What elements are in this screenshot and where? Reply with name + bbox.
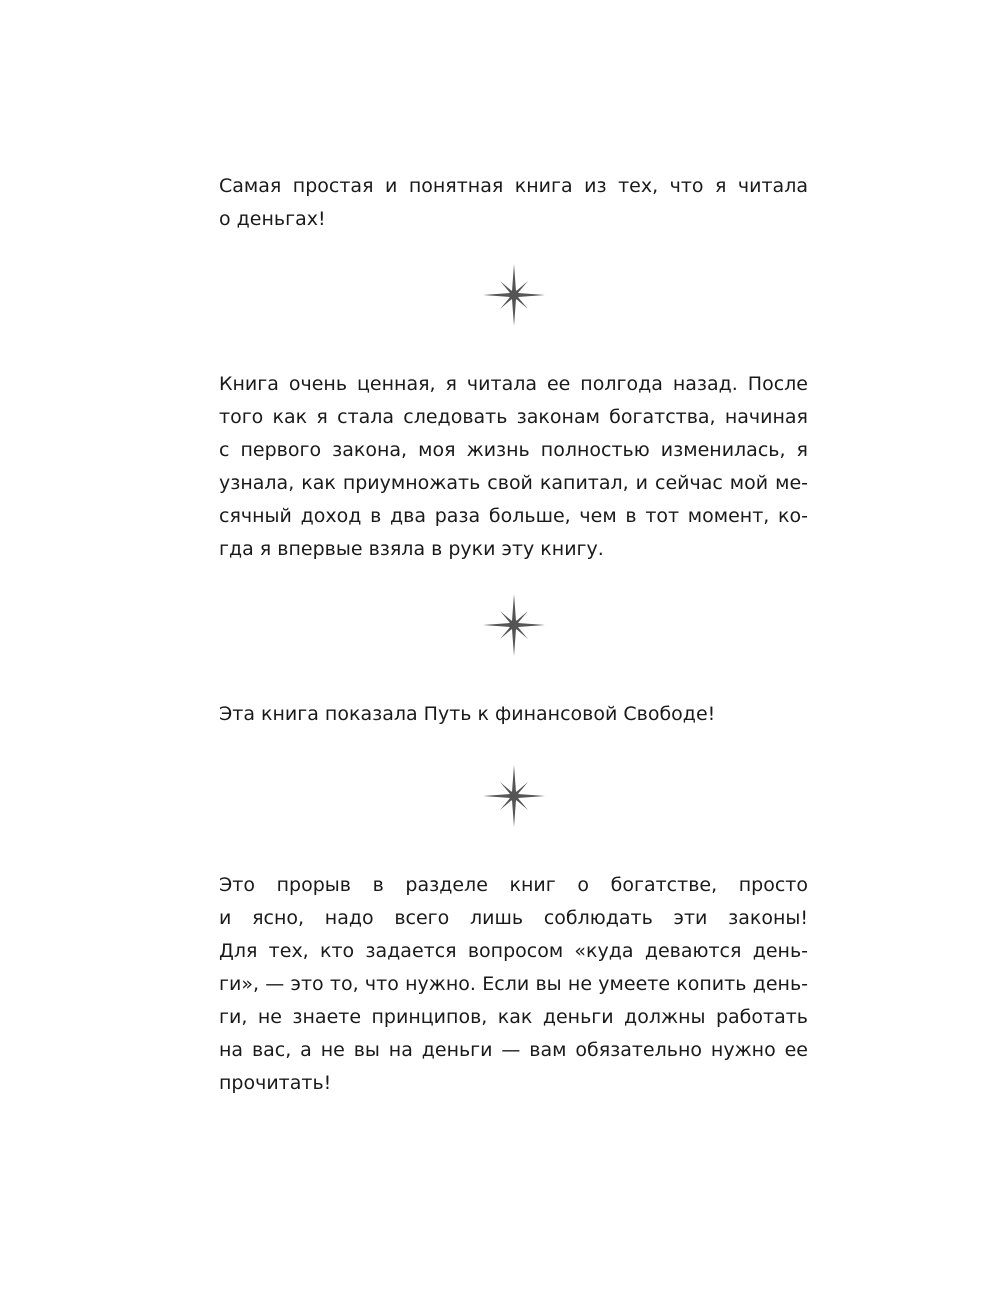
review-3-line-1: Эта книга показала Путь к финансовой Свободе! bbox=[219, 703, 716, 725]
review-4-line-5: ги, не знаете принципов, как деньги должны работать bbox=[219, 1006, 808, 1028]
review-1-line-1: Самая простая и понятная книга из тех, что я читала bbox=[219, 175, 808, 197]
star-separator-icon bbox=[483, 264, 545, 326]
review-4 bbox=[219, 869, 808, 1100]
review-3 bbox=[219, 698, 808, 731]
review-4-line-1: Это прорыв в разделе книг о богатстве, просто bbox=[219, 874, 808, 896]
star-icon bbox=[483, 264, 545, 326]
review-2-line-1: Книга очень ценная, я читала ее полгода назад. После bbox=[219, 373, 808, 395]
star-icon bbox=[483, 594, 545, 656]
review-2-line-3: с первого закона, моя жизнь полностью изменилась, я bbox=[219, 439, 808, 461]
star-separator-icon bbox=[483, 765, 545, 827]
review-4-line-7: прочитать! bbox=[219, 1072, 332, 1094]
star-icon bbox=[483, 765, 545, 827]
review-4-line-3: Для тех, кто задается вопросом «куда деваются день- bbox=[219, 940, 808, 962]
review-4-line-2: и ясно, надо всего лишь соблюдать эти законы! bbox=[219, 907, 808, 929]
review-1 bbox=[219, 170, 808, 236]
review-4-line-4: ги», — это то, что нужно. Если вы не умеете копить день- bbox=[219, 973, 808, 995]
review-1-line-2: о деньгах! bbox=[219, 208, 326, 230]
review-2-line-4: узнала, как приумножать свой капитал, и сейчас мой ме- bbox=[219, 472, 808, 494]
review-2-line-6: гда я впервые взяла в руки эту книгу. bbox=[219, 538, 604, 560]
review-2-line-5: сячный доход в два раза больше, чем в тот момент, ко- bbox=[219, 505, 808, 527]
review-2 bbox=[219, 368, 808, 566]
review-4-line-6: на вас, а не вы на деньги — вам обязательно нужно ее bbox=[219, 1039, 808, 1061]
review-2-line-2: того как я стала следовать законам богатства, начиная bbox=[219, 406, 808, 428]
star-separator-icon bbox=[483, 594, 545, 656]
